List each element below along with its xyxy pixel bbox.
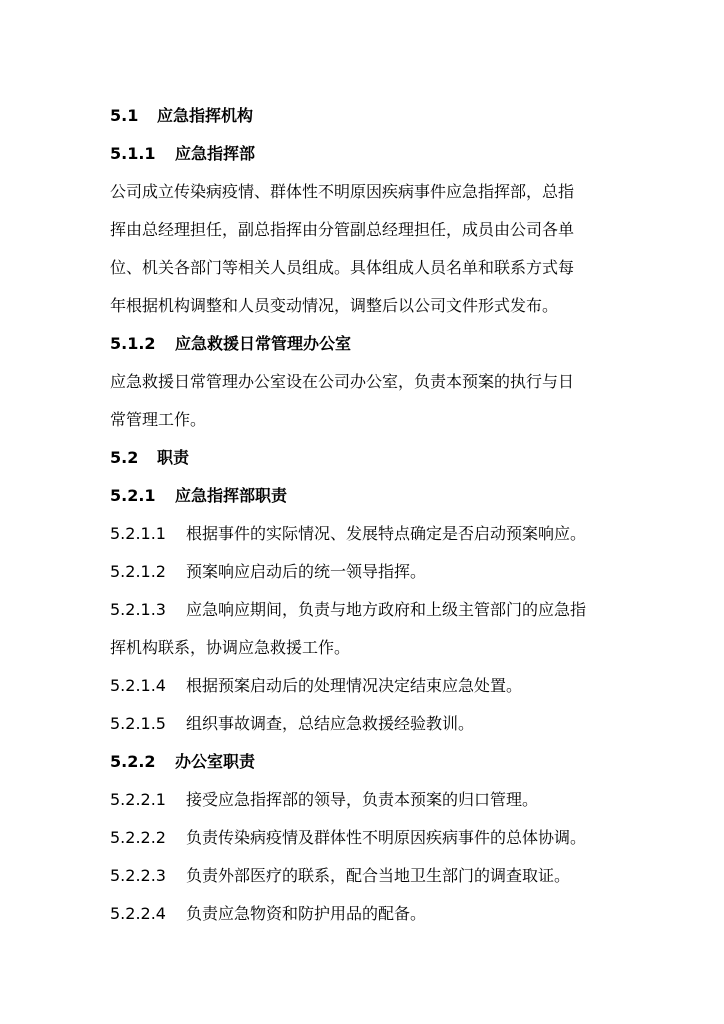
list-item [110, 828, 586, 848]
item-text: 接受应急指挥部的领导，负责本预案的归口管理。 [186, 790, 539, 809]
item-number: 5.2.1.1 [110, 524, 166, 543]
item-number: 5.2.2.1 [110, 790, 166, 809]
paragraph-line: 公司成立传染病疫情、群体性不明原因疾病事件应急指挥部，总指 [110, 182, 575, 201]
section-title: 应急指挥部 [175, 144, 256, 163]
section-title: 应急指挥机构 [157, 106, 254, 125]
paragraph-line: 挥由总经理担任，副总指挥由分管副总经理担任，成员由公司各单 [110, 220, 575, 239]
section-number: 5.1.2 [110, 334, 156, 353]
section-number: 5.2.1 [110, 486, 156, 505]
item-number: 5.2.1.4 [110, 676, 166, 695]
section-title: 应急救援日常管理办公室 [175, 334, 352, 353]
list-item [110, 676, 522, 696]
item-number: 5.2.1.3 [110, 600, 166, 619]
item-text: 根据事件的实际情况、发展特点确定是否启动预案响应。 [186, 524, 587, 543]
item-number: 5.2.1.5 [110, 714, 166, 733]
list-item [110, 866, 570, 886]
item-text: 负责传染病疫情及群体性不明原因疾病事件的总体协调。 [186, 828, 587, 847]
item-text: 应急响应期间，负责与地方政府和上级主管部门的应急指 [186, 600, 587, 619]
section-number: 5.2 [110, 448, 139, 467]
section-number: 5.1 [110, 106, 139, 125]
item-text: 预案响应启动后的统一领导指挥。 [186, 562, 427, 581]
heading-5-2-1 [110, 486, 287, 506]
section-title: 应急指挥部职责 [175, 486, 288, 505]
heading-5-1 [110, 106, 253, 126]
section-number: 5.2.2 [110, 752, 156, 771]
heading-5-1-1 [110, 144, 255, 164]
paragraph-line: 常管理工作。 [110, 410, 207, 429]
item-number: 5.2.2.4 [110, 904, 166, 923]
paragraph-line: 年根据机构调整和人员变动情况，调整后以公司文件形式发布。 [110, 296, 559, 315]
list-item [110, 790, 538, 810]
heading-5-2-2 [110, 752, 255, 772]
item-text: 负责外部医疗的联系，配合当地卫生部门的调查取证。 [186, 866, 571, 885]
paragraph-line: 应急救援日常管理办公室设在公司办公室，负责本预案的执行与日 [110, 372, 575, 391]
item-text: 根据预案启动后的处理情况决定结束应急处置。 [186, 676, 523, 695]
item-text: 组织事故调查，总结应急救援经验教训。 [186, 714, 475, 733]
list-item [110, 600, 586, 620]
heading-5-2 [110, 448, 189, 468]
item-number: 5.2.2.3 [110, 866, 166, 885]
item-number: 5.2.2.2 [110, 828, 166, 847]
section-title: 办公室职责 [175, 752, 256, 771]
list-item [110, 562, 426, 582]
paragraph-line: 位、机关各部门等相关人员组成。具体组成人员名单和联系方式每 [110, 258, 575, 277]
item-text: 负责应急物资和防护用品的配备。 [186, 904, 427, 923]
section-number: 5.1.1 [110, 144, 156, 163]
heading-5-1-2 [110, 334, 351, 354]
section-title: 职责 [157, 448, 190, 467]
list-item-continuation: 挥机构联系，协调应急救援工作。 [110, 638, 351, 657]
list-item [110, 524, 586, 544]
list-item [110, 904, 426, 924]
list-item [110, 714, 474, 734]
item-number: 5.2.1.2 [110, 562, 166, 581]
